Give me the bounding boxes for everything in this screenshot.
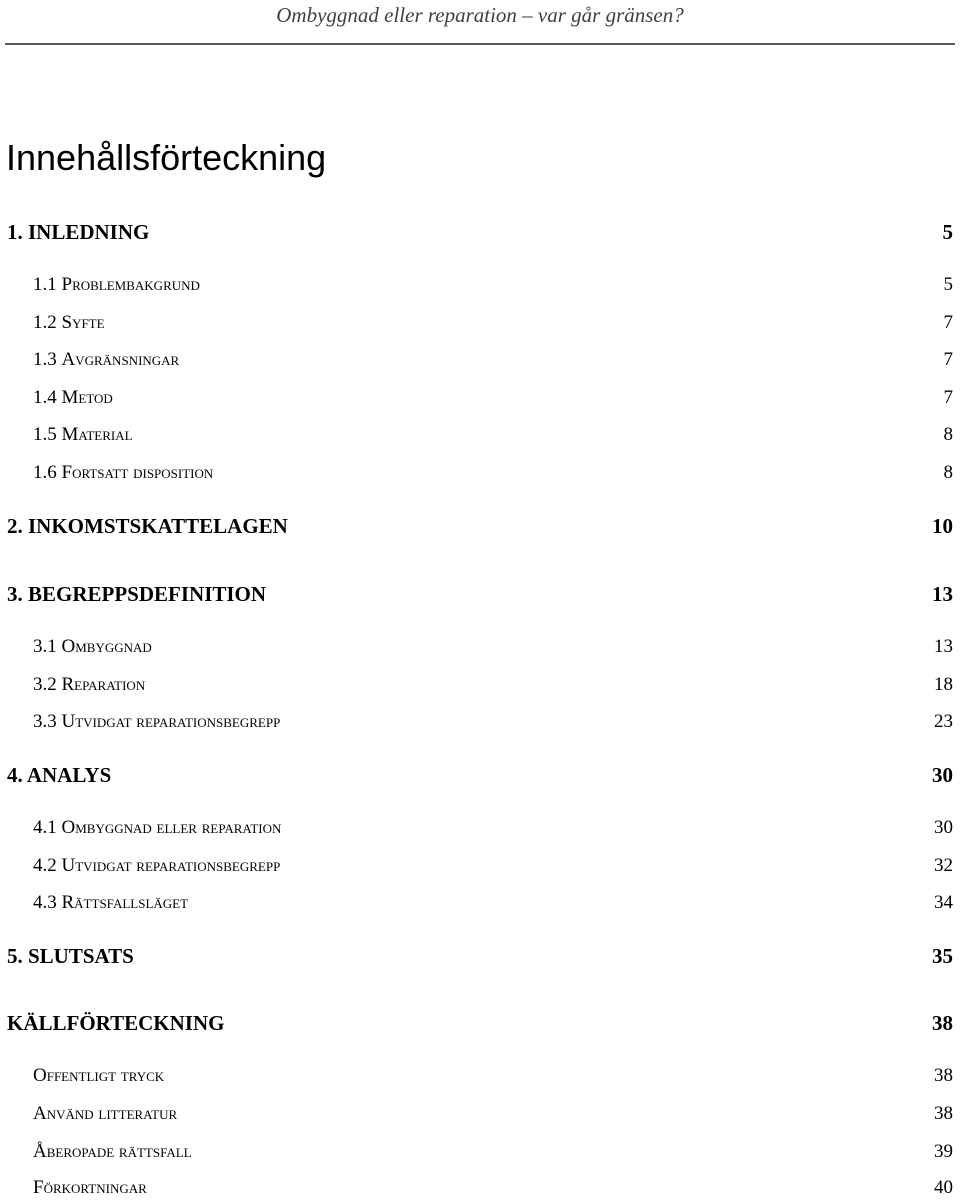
toc-section-number: 3.2 — [33, 674, 57, 695]
toc-label: 5. SLUTSATS — [7, 944, 134, 968]
toc-chapter-inkomstskattelagen[interactable] — [7, 512, 953, 540]
toc-page-number: 5 — [943, 274, 953, 295]
toc-section-title: Ombyggnad — [61, 636, 152, 657]
toc-section-anvand-litteratur[interactable] — [33, 1100, 953, 1128]
toc-section-title: Syfte — [61, 312, 105, 333]
toc-section-title: Ombyggnad eller reparation — [61, 817, 282, 838]
toc-section-title: Förkortningar — [33, 1177, 147, 1198]
toc-page-number: 7 — [943, 312, 953, 333]
toc-chapter-inledning[interactable] — [7, 218, 953, 246]
toc-section-forkortningar[interactable] — [33, 1174, 953, 1202]
toc-page-number: 13 — [934, 636, 953, 657]
toc-section-number: 4.2 — [33, 855, 57, 876]
toc-chapter-slutsats[interactable] — [7, 942, 953, 970]
toc-label: 2. INKOMSTSKATTELAGEN — [7, 514, 288, 538]
toc-section-1-4[interactable] — [33, 384, 953, 412]
toc-page-number: 38 — [932, 1011, 953, 1035]
toc-page-number: 23 — [934, 711, 953, 732]
toc-page-number: 40 — [934, 1177, 953, 1198]
toc-section-4-2[interactable] — [33, 852, 953, 880]
toc-section-number: 1.2 — [33, 312, 57, 333]
toc-section-1-3[interactable] — [33, 346, 953, 374]
toc-chapter-begreppsdefinition[interactable] — [7, 580, 953, 608]
toc-page-number: 10 — [932, 514, 953, 538]
toc-section-title: Utvidgat reparationsbegrepp — [61, 711, 281, 732]
toc-page-number: 39 — [934, 1141, 953, 1162]
toc-section-3-2[interactable] — [33, 671, 953, 699]
toc-section-title: Offentligt tryck — [33, 1065, 165, 1086]
toc-section-number: 1.6 — [33, 462, 57, 483]
toc-label: 1. INLEDNING — [7, 220, 150, 244]
toc-label: 4. ANALYS — [7, 763, 112, 787]
toc-page-number: 13 — [932, 582, 953, 606]
toc-section-aberopade-rattsfall[interactable] — [33, 1138, 953, 1166]
toc-label: KÄLLFÖRTECKNING — [7, 1011, 225, 1035]
running-header — [0, 0, 960, 32]
toc-section-1-1[interactable] — [33, 271, 953, 299]
toc-section-number: 4.3 — [33, 892, 57, 913]
toc-section-title: Åberopade rättsfall — [33, 1141, 192, 1162]
header-divider — [5, 43, 955, 45]
toc-section-title: Fortsatt disposition — [61, 462, 214, 483]
toc-section-4-3[interactable] — [33, 889, 953, 917]
toc-section-title: Problembakgrund — [61, 274, 200, 295]
toc-page-number: 8 — [943, 462, 953, 483]
toc-page-number: 38 — [934, 1103, 953, 1124]
toc-page-number: 38 — [934, 1065, 953, 1086]
toc-section-title: Avgränsningar — [61, 349, 180, 370]
toc-section-1-5[interactable] — [33, 421, 953, 449]
toc-section-number: 1.5 — [33, 424, 57, 445]
toc-page-number: 8 — [943, 424, 953, 445]
toc-section-title: Utvidgat reparationsbegrepp — [61, 855, 281, 876]
toc-section-3-1[interactable] — [33, 633, 953, 661]
toc-label: 3. BEGREPPSDEFINITION — [7, 582, 267, 606]
toc-section-number: 4.1 — [33, 817, 57, 838]
page-title: Innehållsförteckning — [6, 137, 327, 178]
toc-section-number: 1.3 — [33, 349, 57, 370]
toc-section-number: 3.1 — [33, 636, 57, 657]
toc-section-number: 1.1 — [33, 274, 57, 295]
toc-section-1-2[interactable] — [33, 309, 953, 337]
toc-section-title: Reparation — [61, 674, 146, 695]
toc-page-number: 5 — [942, 220, 953, 244]
toc-section-4-1[interactable] — [33, 814, 953, 842]
toc-section-title: Metod — [61, 387, 113, 408]
toc-section-3-3[interactable] — [33, 708, 953, 736]
toc-page-number: 34 — [934, 892, 953, 913]
toc-section-1-6[interactable] — [33, 459, 953, 487]
toc-page-number: 30 — [932, 763, 953, 787]
toc-page-number: 32 — [934, 855, 953, 876]
toc-section-number: 1.4 — [33, 387, 57, 408]
toc-section-number: 3.3 — [33, 711, 57, 732]
toc-page-number: 35 — [932, 944, 953, 968]
toc-page-number: 18 — [934, 674, 953, 695]
toc-section-offentligt-tryck[interactable] — [33, 1062, 953, 1090]
toc-section-title: Använd litteratur — [33, 1103, 178, 1124]
toc-section-title: Material — [61, 424, 133, 445]
toc-page-number: 7 — [943, 387, 953, 408]
running-header-title: Ombyggnad eller reparation – var går gränsen? — [276, 3, 684, 27]
toc-page-number: 7 — [943, 349, 953, 370]
toc-section-title: Rättsfallsläget — [61, 892, 189, 913]
toc-page-number: 30 — [934, 817, 953, 838]
toc-chapter-analys[interactable] — [7, 761, 953, 789]
toc-chapter-kallforteckning[interactable] — [7, 1009, 953, 1037]
